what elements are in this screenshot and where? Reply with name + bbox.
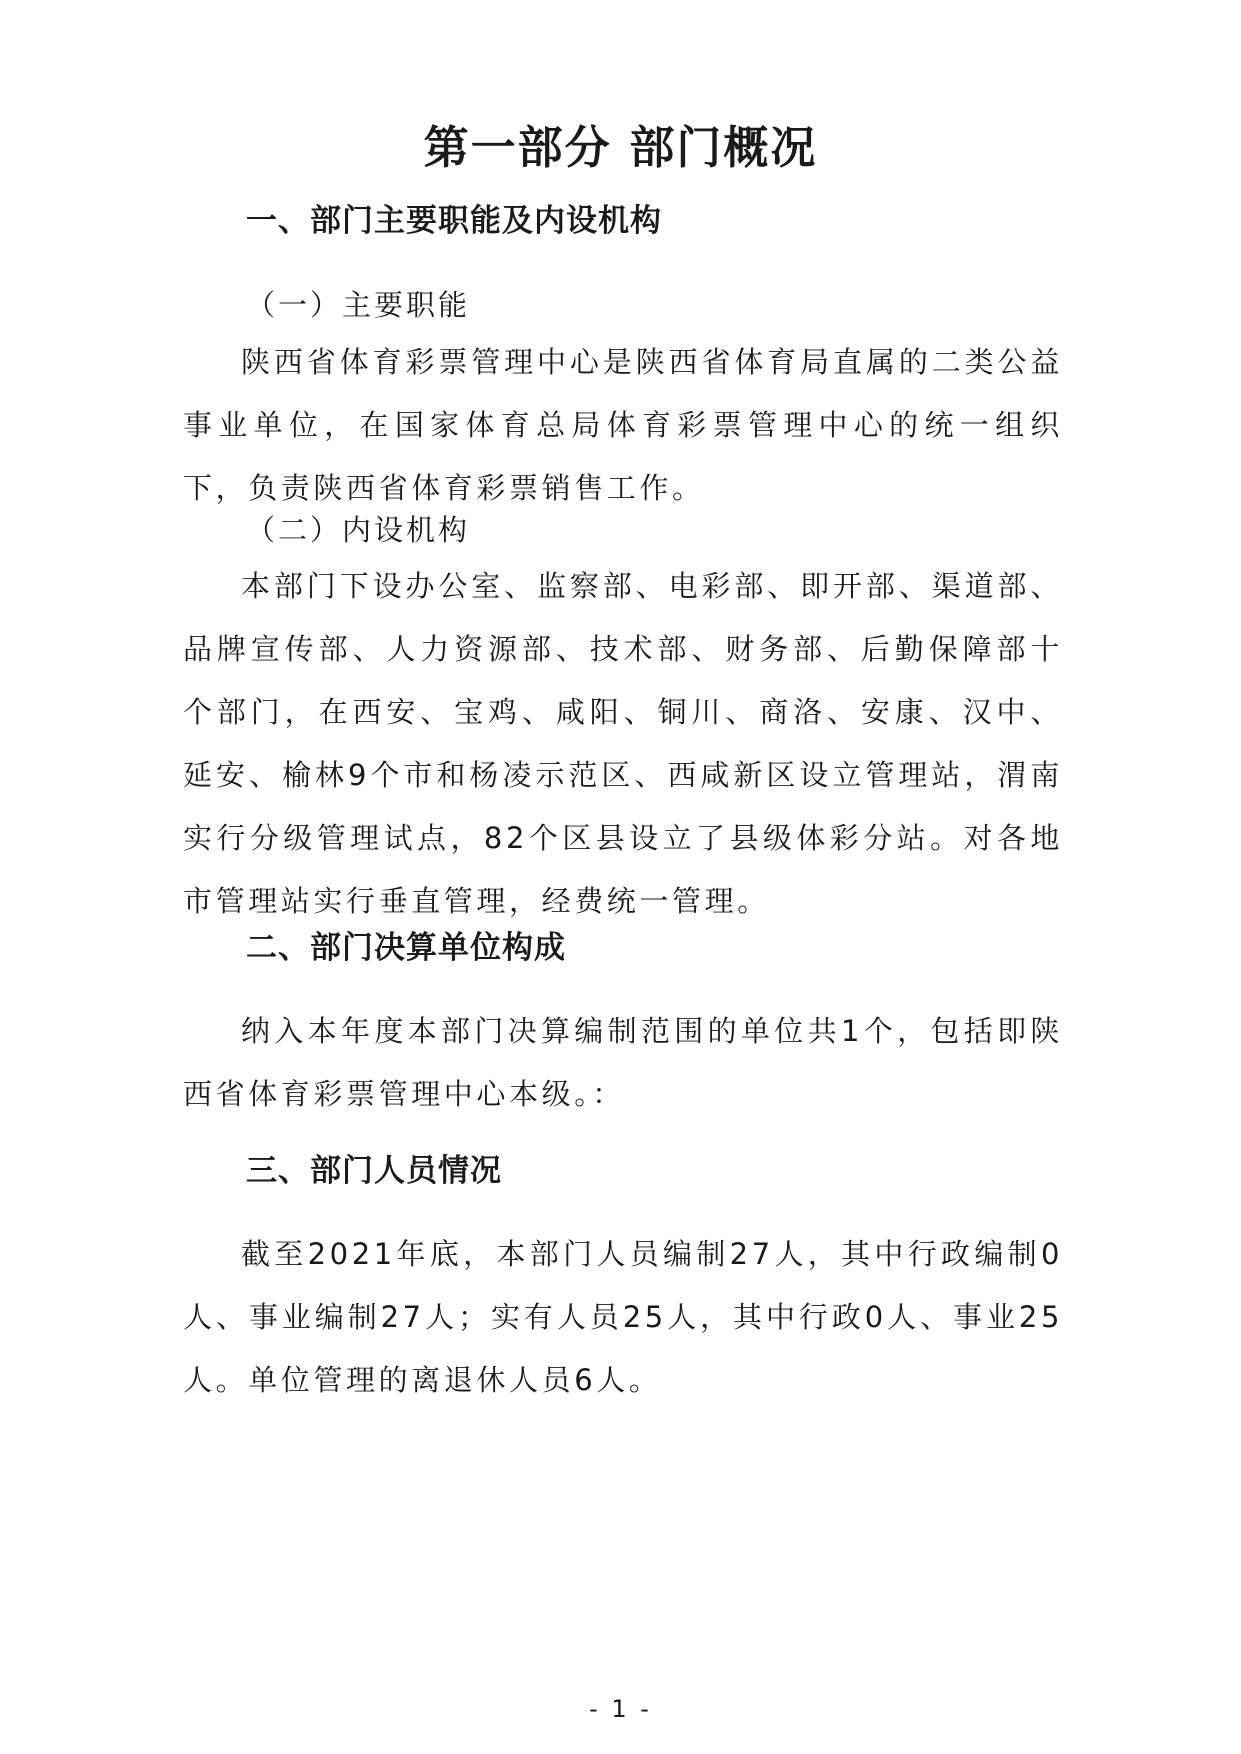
page-title: 第一部分 部门概况: [423, 121, 818, 174]
subsection-heading-main-functions: （一）主要职能: [246, 288, 471, 322]
page-number: - 1 -: [589, 1695, 652, 1723]
paragraph-main-functions: 陕西省体育彩票管理中心是陕西省体育局直属的二类公益事业单位，在国家体育总局体育彩票管理中心的统一组织下，负责陕西省体育彩票销售工作。: [183, 345, 1063, 505]
paragraph-internal-structure: 本部门下设办公室、监察部、电彩部、即开部、渠道部、品牌宣传部、人力资源部、技术部、财务部、后勤保障部十个部门，在西安、宝鸡、咸阳、铜川、商洛、安康、汉中、延安、榆林9个市和杨凌示范区、西咸新区设立管理站，渭南实行分级管理试点，82个区县设立了县级体彩分站。对各地市管理站实行垂直管理，经费统一管理。: [183, 569, 1063, 918]
paragraph-budget-units: 纳入本年度本部门决算编制范围的单位共1个，包括即陕西省体育彩票管理中心本级。：: [183, 1014, 1063, 1111]
section-heading-budget-units: 二、部门决算单位构成: [246, 930, 566, 966]
paragraph-personnel: 截至2021年底，本部门人员编制27人，其中行政编制0人、事业编制27人；实有人员25人，其中行政0人、事业25人。单位管理的离退休人员6人。: [183, 1237, 1063, 1397]
section-heading-personnel: 三、部门人员情况: [246, 1153, 502, 1189]
section-heading-functions: 一、部门主要职能及内设机构: [246, 203, 662, 239]
subsection-heading-internal-structure: （二）内设机构: [246, 513, 471, 547]
